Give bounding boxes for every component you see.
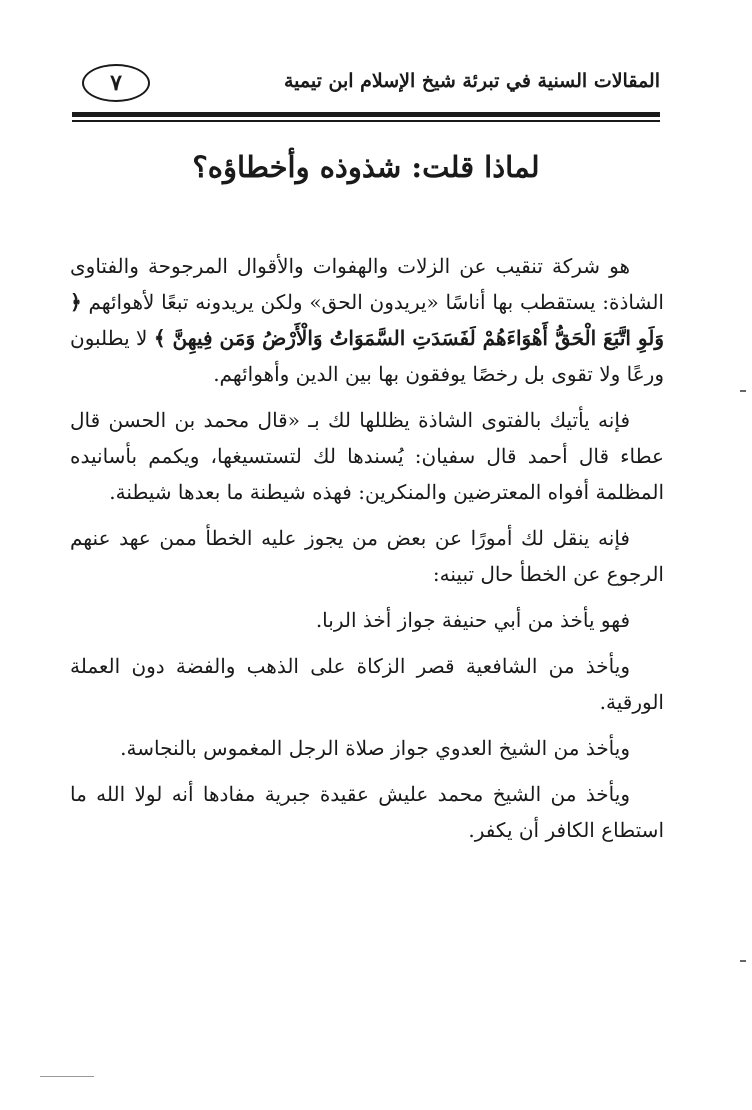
body-text — [70, 248, 664, 858]
scan-mark — [740, 960, 746, 962]
header-rule-thick — [72, 112, 660, 117]
paragraph: ويأخذ من الشيخ محمد عليش عقيدة جبرية مفادها أنه لولا الله ما استطاع الكافر أن يكفر. — [70, 782, 664, 842]
header-rule-thin — [72, 120, 660, 122]
page-number-badge: ٧ — [82, 64, 150, 102]
paragraph: فإنه ينقل لك أمورًا عن بعض من يجوز عليه الخطأ ممن عهد عنهم الرجوع عن الخطأ حال تبينه: — [70, 526, 664, 586]
section-heading: لماذا قلت: شذوذه وأخطاؤه؟ — [192, 150, 540, 184]
footer-scan-line — [40, 1076, 94, 1077]
paragraph: فإنه يأتيك بالفتوى الشاذة يظللها لك بـ «قال محمد بن الحسن قال عطاء قال أحمد قال سفيان: يُسندها لك لتستسيغها، ويكمم بأسانيده المظلمة أفواه المعترضين والمنكرين: فهذه شيطنة ما بعدها شيطنة. — [70, 408, 664, 504]
paragraph-intro-after: لا يطلبون ورعًا ولا تقوى بل رخصًا يوفقون بها بين الدين وأهوائهم. — [70, 326, 664, 386]
page-header — [72, 58, 660, 106]
paragraph: ويأخذ من الشافعية قصر الزكاة على الذهب والفضة دون العملة الورقية. — [70, 654, 664, 714]
running-title: المقالات السنية في تبرئة شيخ الإسلام ابن تيمية — [283, 70, 660, 92]
paragraph: ويأخذ من الشيخ العدوي جواز صلاة الرجل المغموس بالنجاسة. — [120, 736, 630, 760]
quran-verse: ﴿ وَلَوِ اتَّبَعَ الْحَقُّ أَهْوَاءَهُمْ لَفَسَدَتِ السَّمَوَاتُ وَالْأَرْضُ وَمَن فِيهِنَّ ﴾ — [70, 290, 665, 350]
paragraph-intro-before: هو شركة تنقيب عن الزلات والهفوات والأقوال المرجوحة والفتاوى الشاذة: يستقطب بها أناسًا «يريدون الحق» ولكن يريدونه تبعًا لأهوائهم — [70, 254, 664, 314]
scan-mark — [740, 390, 746, 392]
paragraph-intro — [70, 248, 664, 392]
paragraph: فهو يأخذ من أبي حنيفة جواز أخذ الربا. — [315, 608, 630, 632]
